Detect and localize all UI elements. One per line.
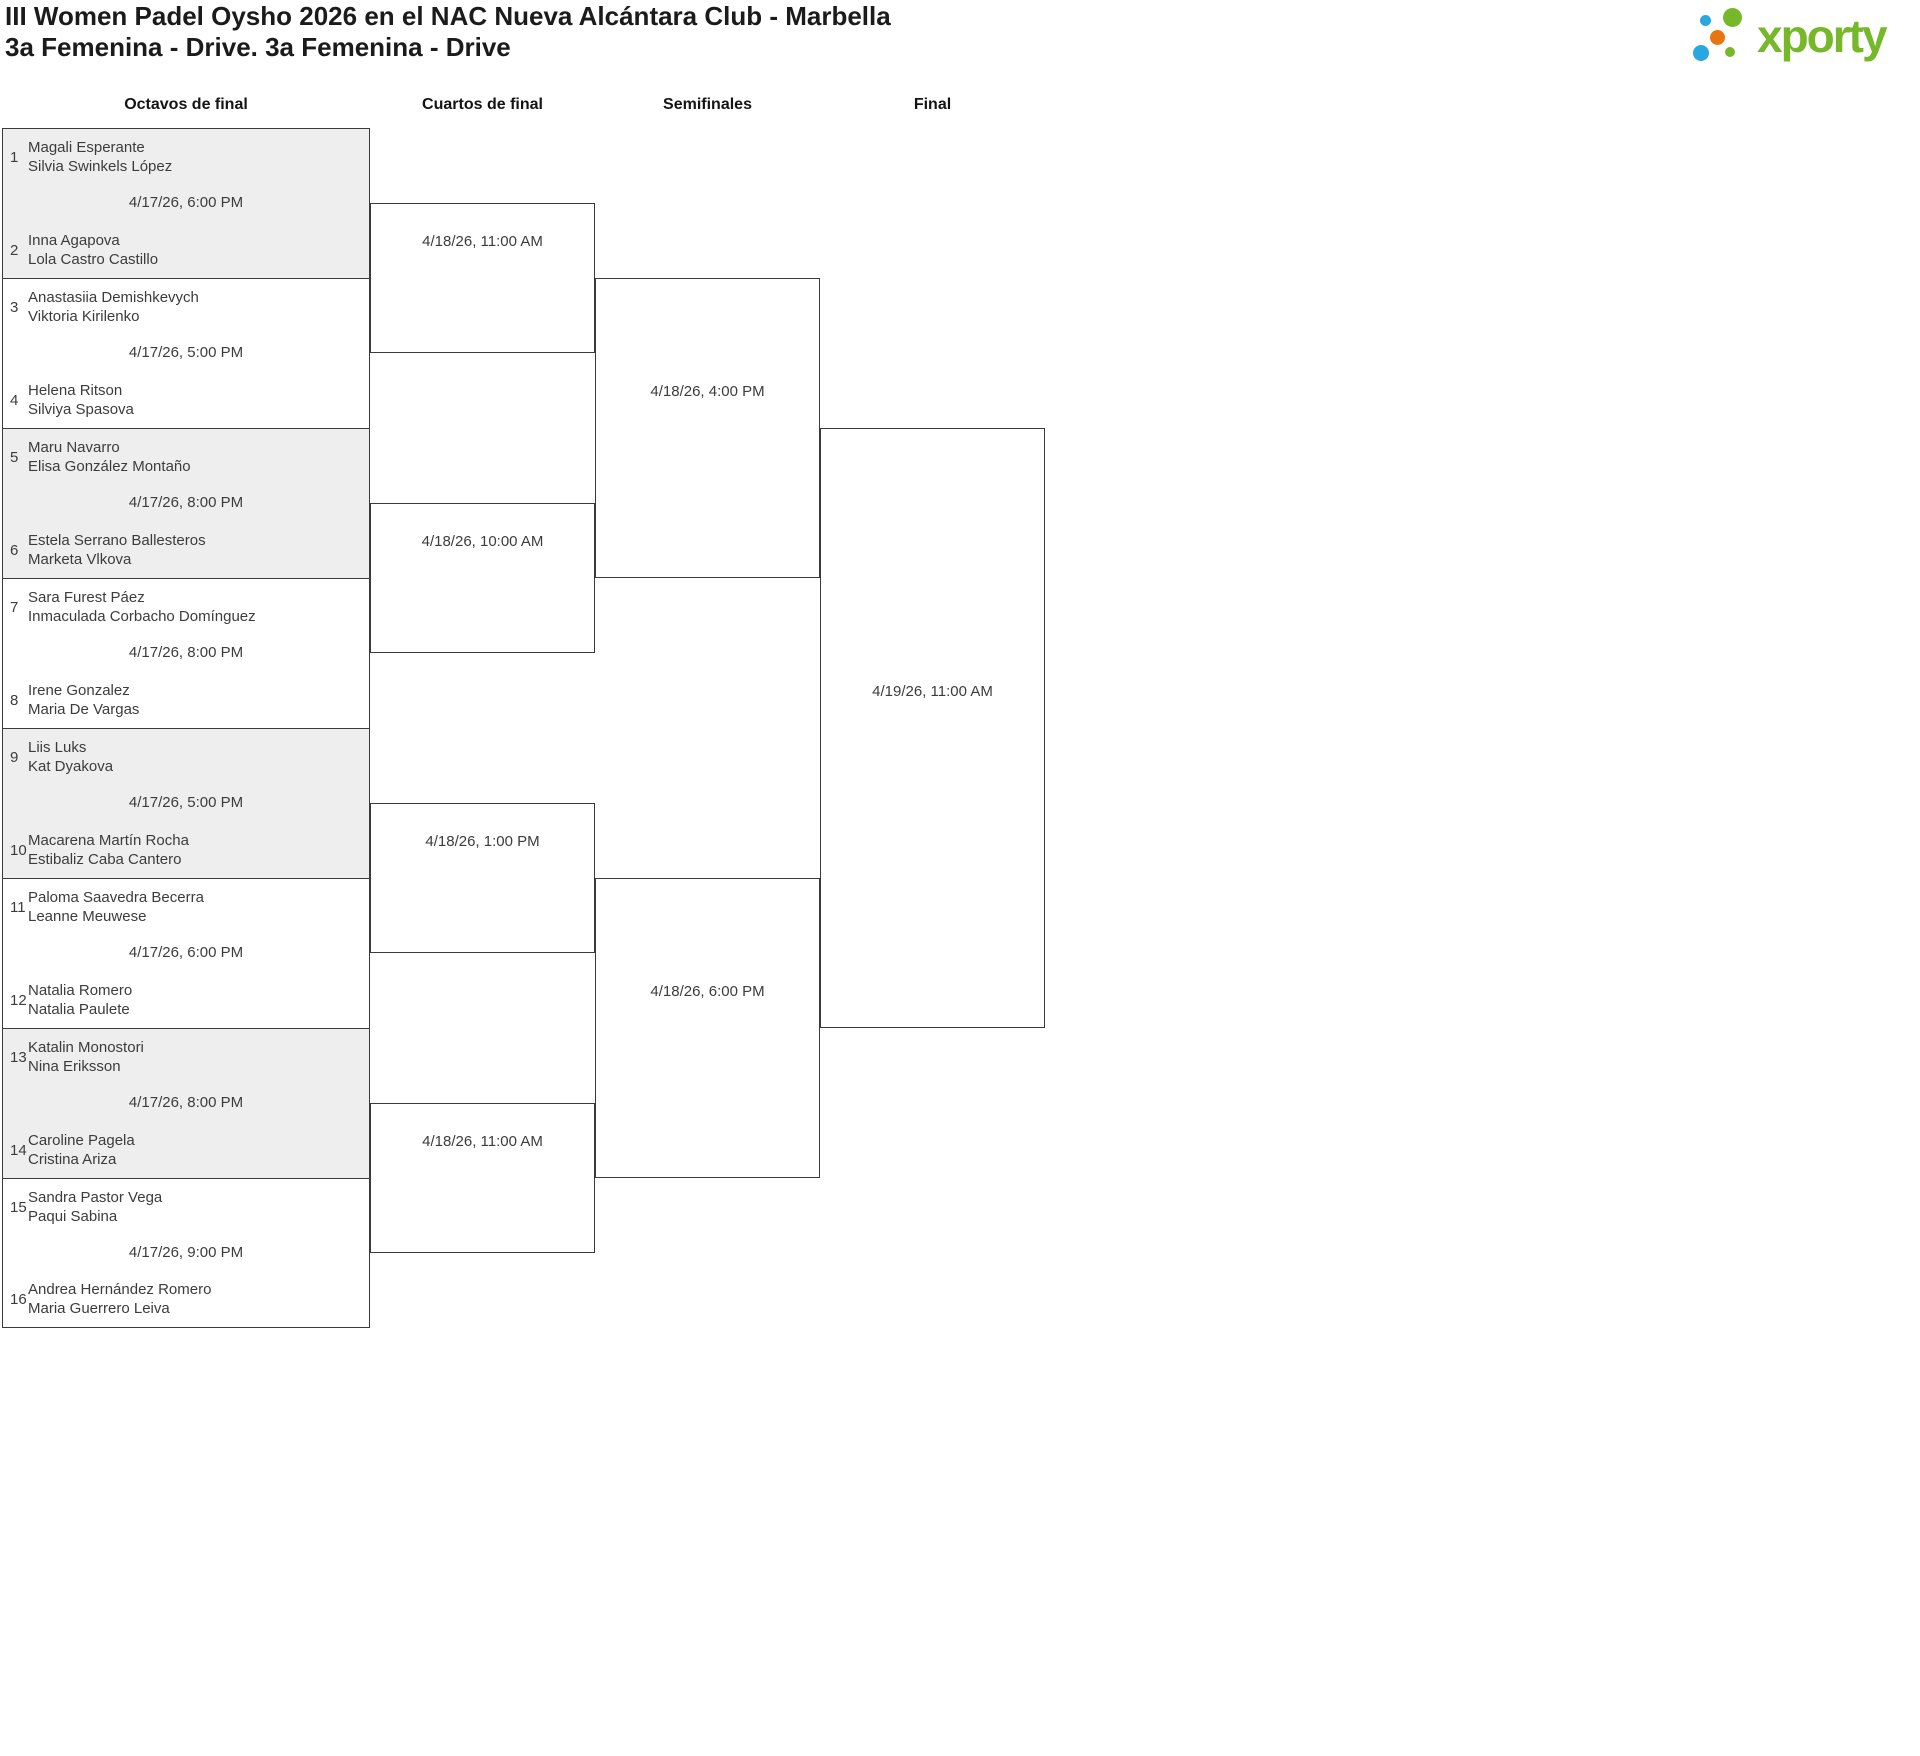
- player-name: Macarena Martín Rocha: [28, 832, 189, 849]
- seed-number: 13: [10, 1048, 27, 1066]
- seed-number: 2: [10, 241, 19, 259]
- logo-dot-blue-small: [1700, 15, 1711, 26]
- player-name: Anastasiia Demishkevych: [28, 289, 199, 306]
- player-name: Estela Serrano Ballesteros: [28, 532, 206, 549]
- seed-number: 5: [10, 448, 19, 466]
- player-name: Paqui Sabina: [28, 1208, 118, 1225]
- player-name: Natalia Romero: [28, 982, 133, 999]
- player-name: Leanne Meuwese: [28, 908, 147, 925]
- match-qf-4[interactable]: [370, 1103, 595, 1253]
- match-datetime: 4/17/26, 5:00 PM: [128, 344, 244, 361]
- match-r16-1[interactable]: [2, 128, 370, 278]
- seed-number: 4: [10, 391, 19, 409]
- team-row[interactable]: [10, 1131, 363, 1169]
- match-datetime: 4/17/26, 6:00 PM: [128, 944, 244, 961]
- player-name: Maru Navarro: [28, 439, 120, 456]
- team-row[interactable]: [10, 138, 363, 176]
- match-datetime: 4/17/26, 5:00 PM: [128, 794, 244, 811]
- match-datetime: 4/18/26, 1:00 PM: [425, 833, 540, 850]
- match-datetime: 4/19/26, 11:00 AM: [872, 683, 993, 700]
- match-r16-5[interactable]: [2, 728, 370, 878]
- seed-number: 16: [10, 1290, 27, 1308]
- player-name: Irene Gonzalez: [28, 682, 130, 699]
- match-r16-3[interactable]: [2, 428, 370, 578]
- match-r16-8[interactable]: [2, 1178, 370, 1328]
- team-row[interactable]: [10, 231, 363, 269]
- page-header: [5, 1, 891, 63]
- team-row[interactable]: [10, 381, 363, 419]
- player-name: Sara Furest Páez: [28, 589, 145, 606]
- team-row[interactable]: [10, 288, 363, 326]
- round-header-semifinales: Semifinales: [663, 96, 752, 113]
- seed-number: 1: [10, 148, 19, 166]
- match-datetime: 4/18/26, 10:00 AM: [421, 533, 544, 550]
- seed-number: 11: [10, 898, 26, 916]
- seed-number: 14: [10, 1141, 27, 1159]
- player-name: Nina Eriksson: [28, 1058, 121, 1075]
- seed-number: 12: [10, 991, 27, 1009]
- player-name: Lola Castro Castillo: [28, 251, 159, 268]
- round-header-cuartos: Cuartos de final: [422, 96, 543, 113]
- match-qf-2[interactable]: [370, 503, 595, 653]
- team-row[interactable]: [10, 1280, 363, 1318]
- player-name: Viktoria Kirilenko: [28, 308, 140, 325]
- match-r16-6[interactable]: [2, 878, 370, 1028]
- seed-number: 15: [10, 1198, 27, 1216]
- player-name: Maria De Vargas: [28, 701, 140, 718]
- category-subtitle: 3a Femenina - Drive. 3a Femenina - Drive: [5, 32, 511, 62]
- match-r16-7[interactable]: [2, 1028, 370, 1178]
- team-row[interactable]: [10, 1188, 363, 1226]
- tournament-title: III Women Padel Oysho 2026 en el NAC Nueva Alcántara Club - Marbella: [5, 1, 891, 31]
- seed-number: 3: [10, 298, 19, 316]
- match-qf-1[interactable]: [370, 203, 595, 353]
- logo-dot-green-small: [1725, 47, 1735, 57]
- match-r16-4[interactable]: [2, 578, 370, 728]
- player-name: Inna Agapova: [28, 232, 120, 249]
- team-row[interactable]: [10, 438, 363, 476]
- team-row[interactable]: [10, 681, 363, 719]
- match-datetime: 4/18/26, 11:00 AM: [422, 233, 543, 250]
- logo-dot-green-large: [1723, 8, 1742, 27]
- player-name: Estibaliz Caba Cantero: [28, 851, 182, 868]
- team-row[interactable]: [10, 588, 363, 626]
- team-row[interactable]: [10, 831, 363, 869]
- round-header-octavos: Octavos de final: [124, 96, 248, 113]
- seed-number: 6: [10, 541, 19, 559]
- match-datetime: 4/18/26, 6:00 PM: [650, 983, 765, 1000]
- match-qf-3[interactable]: [370, 803, 595, 953]
- match-datetime: 4/17/26, 9:00 PM: [128, 1244, 244, 1261]
- team-row[interactable]: [10, 531, 363, 569]
- match-r16-2[interactable]: [2, 278, 370, 428]
- player-name: Kat Dyakova: [28, 758, 114, 775]
- xporty-logo[interactable]: [1690, 5, 1910, 67]
- player-name: Andrea Hernández Romero: [28, 1281, 212, 1298]
- logo-dot-blue-large: [1693, 45, 1709, 61]
- match-datetime: 4/17/26, 8:00 PM: [128, 644, 244, 661]
- team-row[interactable]: [10, 738, 363, 776]
- match-sf-2[interactable]: [595, 878, 820, 1178]
- player-name: Silvia Swinkels López: [28, 158, 173, 175]
- round-header-final: Final: [913, 96, 952, 113]
- player-name: Cristina Ariza: [28, 1151, 117, 1168]
- player-name: Katalin Monostori: [28, 1039, 144, 1056]
- player-name: Silviya Spasova: [28, 401, 134, 418]
- seed-number: 8: [10, 691, 19, 709]
- seed-number: 9: [10, 748, 19, 766]
- seed-number: 10: [10, 841, 27, 859]
- match-final[interactable]: [820, 428, 1045, 1028]
- player-name: Marketa Vlkova: [28, 551, 132, 568]
- match-datetime: 4/18/26, 11:00 AM: [422, 1133, 543, 1150]
- player-name: Magali Esperante: [28, 139, 145, 156]
- match-datetime: 4/17/26, 8:00 PM: [128, 494, 244, 511]
- match-sf-1[interactable]: [595, 278, 820, 578]
- team-row[interactable]: [10, 981, 363, 1019]
- team-row[interactable]: [10, 1038, 363, 1076]
- player-name: Caroline Pagela: [28, 1132, 135, 1149]
- player-name: Helena Ritson: [28, 382, 123, 399]
- player-name: Natalia Paulete: [28, 1001, 130, 1018]
- player-name: Elisa González Montaño: [28, 458, 191, 475]
- player-name: Sandra Pastor Vega: [28, 1189, 163, 1206]
- team-row[interactable]: [10, 888, 363, 926]
- logo-wordmark: xporty: [1757, 10, 1886, 62]
- player-name: Liis Luks: [28, 739, 87, 756]
- logo-dot-orange: [1710, 30, 1725, 45]
- player-name: Inmaculada Corbacho Domínguez: [28, 608, 256, 625]
- match-datetime: 4/17/26, 6:00 PM: [128, 194, 244, 211]
- player-name: Maria Guerrero Leiva: [28, 1300, 170, 1317]
- match-datetime: 4/17/26, 8:00 PM: [128, 1094, 244, 1111]
- match-datetime: 4/18/26, 4:00 PM: [650, 383, 765, 400]
- seed-number: 7: [10, 598, 19, 616]
- player-name: Paloma Saavedra Becerra: [28, 889, 204, 906]
